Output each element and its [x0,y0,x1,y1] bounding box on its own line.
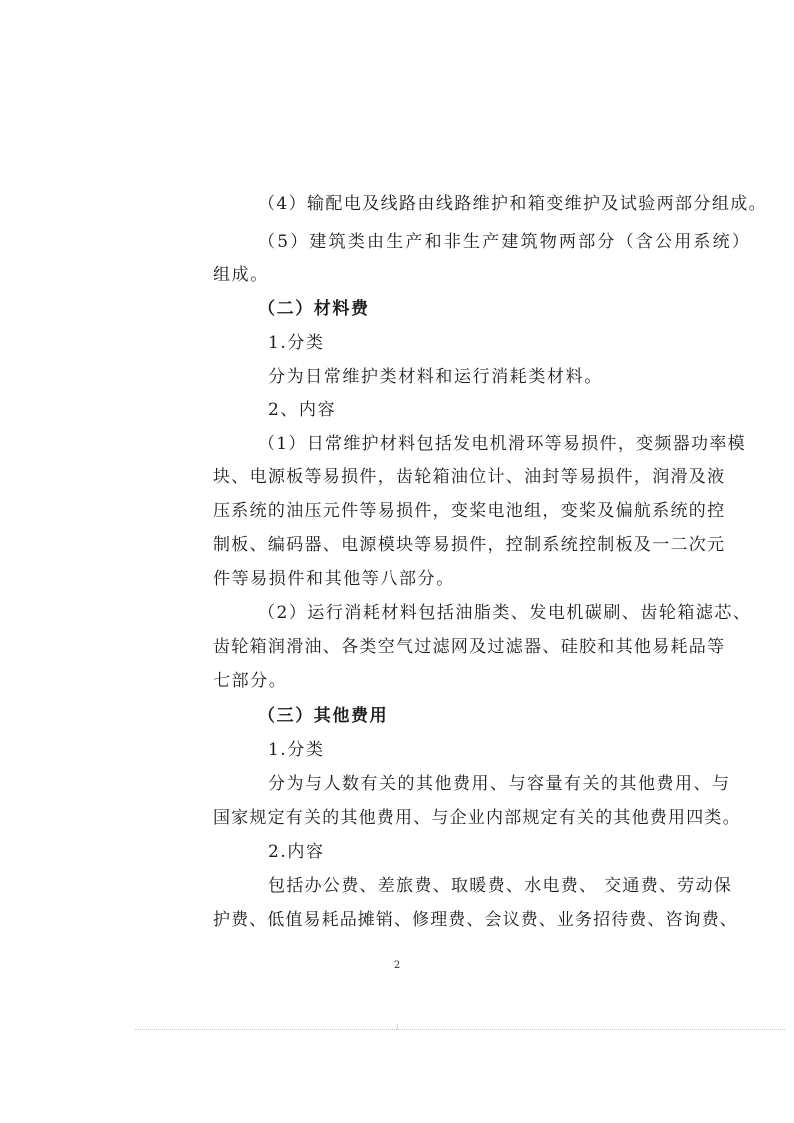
other-expenses-contents-line-1: 包括办公费、差旅费、取暖费、水电费、 交通费、劳动保 [268,876,733,896]
materials-classification-text: 分为日常维护类材料和运行消耗类材料。 [268,367,603,387]
other-expenses-classification-line-1: 分为与人数有关的其他费用、与容量有关的其他费用、与 [268,774,731,794]
other-expenses-contents-line-2: 护费、低值易耗品摊销、修理费、会议费、业务招待费、咨询费、 [213,910,738,930]
scan-divider-tick [397,1024,398,1030]
paragraph-1-line-4: 制板、编码器、电源模块等易损件，控制系统控制板及一二次元 [213,535,726,555]
subheading-classification-2: 1.分类 [268,740,325,760]
paragraph-5-buildings: （5）建筑类由生产和非生产建筑物两部分（含公用系统） [258,232,752,252]
paragraph-1-line-3: 压系统的油压元件等易损件，变桨电池组，变桨及偏航系统的控 [213,501,726,521]
paragraph-4-transmission: （4）输配电及线路由线路维护和箱变维护及试验两部分组成。 [258,194,768,214]
section-heading-other-expenses: （三）其他费用 [258,706,389,726]
page-number: 2 [393,960,401,971]
paragraph-1-line-5: 件等易损件和其他等八部分。 [213,569,455,589]
paragraph-2-consumable-materials: （2）运行消耗材料包括油脂类、发电机碳刷、齿轮箱滤芯、 [258,603,752,623]
paragraph-1-maintenance-materials: （1）日常维护材料包括发电机滑环等易损件，变频器功率模 [258,434,746,454]
subheading-contents-2: 2.内容 [268,842,325,862]
other-expenses-classification-line-2: 国家规定有关的其他费用、与企业内部规定有关的其他费用四类。 [213,808,741,828]
scan-divider-line [135,1029,785,1030]
subheading-contents-1: 2、内容 [268,400,337,420]
paragraph-2-line-2: 齿轮箱润滑油、各类空气过滤网及过滤器、硅胶和其他易耗品等 [213,637,726,657]
paragraph-1-line-2: 块、电源板等易损件，齿轮箱油位计、油封等易损件，润滑及液 [213,467,726,487]
paragraph-5-continued: 组成。 [213,265,269,285]
subheading-classification-1: 1.分类 [268,333,325,353]
section-heading-materials: （二）材料费 [258,299,370,319]
paragraph-2-line-3: 七部分。 [213,671,288,691]
